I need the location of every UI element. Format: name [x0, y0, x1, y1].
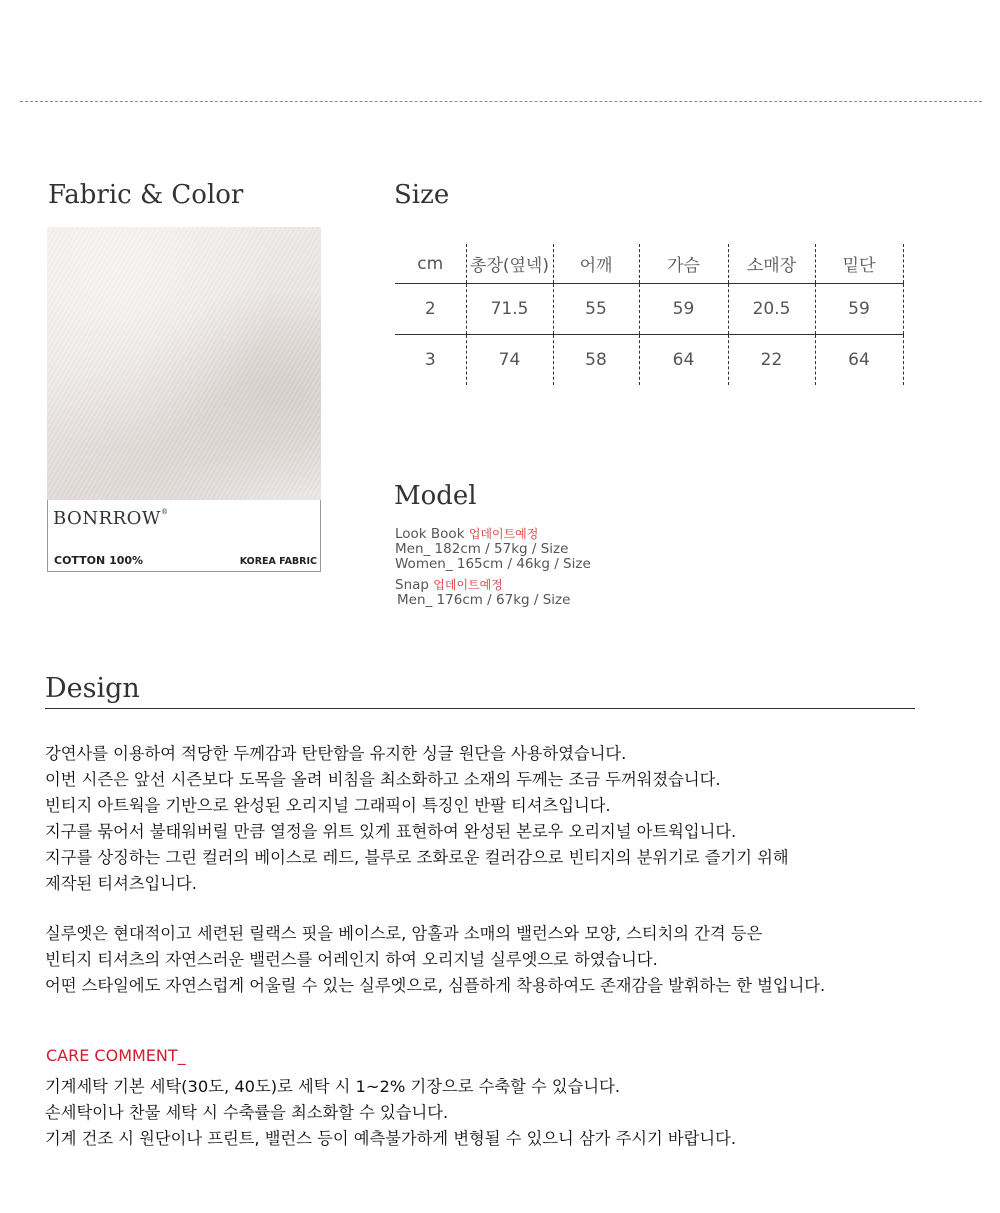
design-line: 지구를 묶어서 불태워버릴 만큼 열정을 위트 있게 표현하여 완성된 본로우 오리지널 아트웍입니다. [45, 822, 737, 841]
snap-men: Men_ 176cm / 67kg / Size [397, 592, 571, 608]
size-header-cell: 밑단 [815, 244, 903, 284]
size-cell: 64 [639, 335, 728, 386]
size-cell: 22 [728, 335, 815, 386]
size-header-cell: 총장(옆넥) [466, 244, 553, 284]
fabric-swatch-image [47, 227, 321, 500]
size-header-cell: 가슴 [639, 244, 728, 284]
brand-logo: BONRROW® [53, 508, 169, 529]
size-title: Size [394, 180, 450, 210]
size-cell: 71.5 [466, 284, 553, 335]
design-description [45, 741, 975, 999]
fabric-label [47, 500, 321, 572]
design-line: 실루엣은 현대적이고 세련된 릴랙스 핏을 베이스로, 암홀과 소매의 밸런스와 모양, 스티치의 간격 등은 [45, 924, 763, 943]
fabric-composition: COTTON 100% [54, 554, 144, 567]
care-line: 손세탁이나 찬물 세탁 시 수축률을 최소화할 수 있습니다. [45, 1103, 449, 1122]
fabric-card [47, 227, 321, 573]
size-header-cell: 소매장 [728, 244, 815, 284]
size-cell: 55 [553, 284, 639, 335]
design-line: 이번 시즌은 앞선 시즌보다 도목을 올려 비침을 최소화하고 소재의 두께는 조금 두꺼워졌습니다. [45, 770, 721, 789]
model-info [395, 527, 591, 608]
top-dashed-divider [20, 101, 982, 102]
table-row [395, 284, 903, 335]
model-title: Model [394, 481, 477, 511]
size-cell: 64 [815, 335, 903, 386]
fabric-color-title: Fabric & Color [48, 180, 244, 210]
size-table [395, 244, 904, 385]
care-comment-title: CARE COMMENT_ [46, 1046, 186, 1065]
size-cell: 74 [466, 335, 553, 386]
size-cell: 59 [639, 284, 728, 335]
care-comment-text [45, 1074, 736, 1152]
lookbook-line: Look Book 업데이트예정 [395, 526, 539, 542]
design-title: Design [45, 673, 140, 704]
size-cell: 59 [815, 284, 903, 335]
model-women: Women_ 165cm / 46kg / Size [395, 556, 591, 572]
size-header-cell: cm [395, 244, 466, 284]
fabric-origin: KOREA FABRIC [239, 556, 317, 567]
design-line: 빈티지 티셔츠의 자연스러운 밸런스를 어레인지 하여 오리지널 실루엣으로 하였습니다. [45, 950, 658, 969]
design-line: 지구를 상징하는 그린 컬러의 베이스로 레드, 블루로 조화로운 컬러감으로 빈티지의 분위기로 즐기기 위해 [45, 848, 789, 867]
size-table-header-row [395, 244, 903, 284]
care-line: 기계세탁 기본 세탁(30도, 40도)로 세탁 시 1~2% 기장으로 수축할 수 있습니다. [45, 1077, 620, 1096]
update-note: 업데이트예정 [468, 527, 539, 541]
design-line: 제작된 티셔츠입니다. [45, 874, 197, 893]
table-row [395, 335, 903, 386]
design-line: 어떤 스타일에도 자연스럽게 어울릴 수 있는 실루엣으로, 심플하게 착용하여도 존재감을 발휘하는 한 벌입니다. [45, 976, 826, 995]
design-divider [45, 708, 915, 709]
snap-line: Snap 업데이트예정 [395, 577, 503, 593]
size-cell: 20.5 [728, 284, 815, 335]
design-line: 빈티지 아트웍을 기반으로 완성된 오리지널 그래픽이 특징인 반팔 티셔츠입니다. [45, 796, 611, 815]
model-men: Men_ 182cm / 57kg / Size [395, 541, 569, 557]
care-line: 기계 건조 시 원단이나 프린트, 밸런스 등이 예측불가하게 변형될 수 있으니 삼가 주시기 바랍니다. [45, 1129, 737, 1148]
design-line: 강연사를 이용하여 적당한 두께감과 탄탄함을 유지한 싱글 원단을 사용하였습니다. [45, 744, 627, 763]
update-note: 업데이트예정 [433, 578, 503, 592]
size-header-cell: 어깨 [553, 244, 639, 284]
size-cell: 2 [395, 284, 466, 335]
size-cell: 3 [395, 335, 466, 386]
size-cell: 58 [553, 335, 639, 386]
